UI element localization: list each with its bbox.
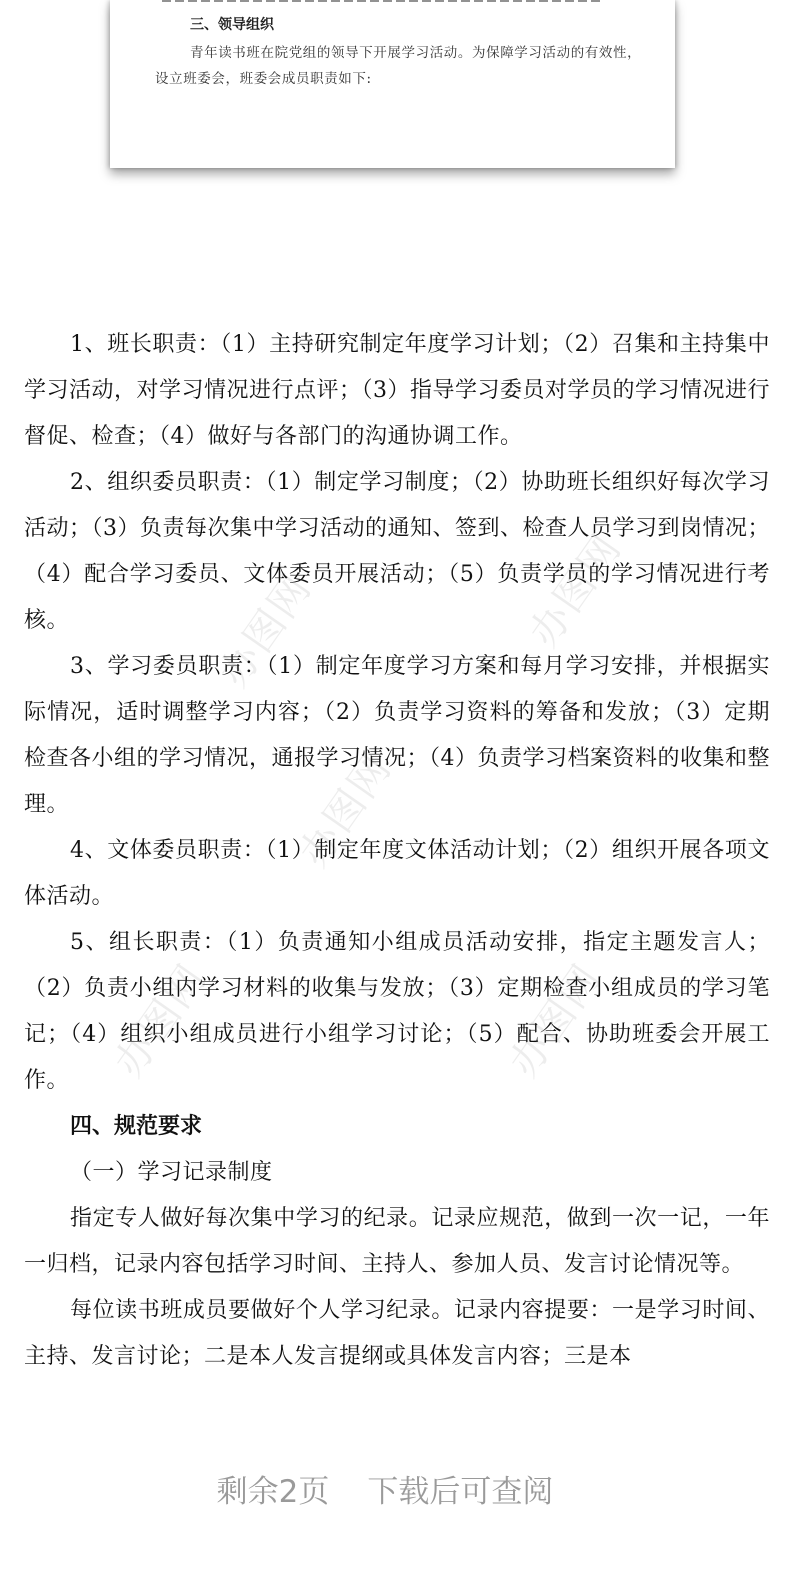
document-body bbox=[24, 322, 770, 1380]
watermark: 办图网 bbox=[500, 955, 611, 1086]
watermark: 办图网 bbox=[105, 955, 216, 1086]
watermark: 办图网 bbox=[520, 525, 631, 656]
download-to-view-label[interactable]: 下载后可查阅 bbox=[367, 1474, 554, 1510]
watermark: 办图网 bbox=[210, 565, 321, 696]
paragraph-personal-records: 每位读书班成员要做好个人学习纪录。记录内容提要：一是学习时间、主持、发言讨论；二是本人发言提纲或具体发言内容；三是本 bbox=[24, 1298, 770, 1369]
preview-heading: 三、领导组织 bbox=[190, 17, 274, 33]
paragraph-study-committee-duties: 3、学习委员职责：（1）制定年度学习方案和每月学习安排，并根据实际情况，适时调整学习内容；（2）负责学习资料的筹备和发放；（3）定期检查各小组的学习情况，通报学习情况；（4）负责学习档案资料的收集和整理。 bbox=[24, 654, 770, 817]
paragraph-record-rules: 指定专人做好每次集中学习的纪录。记录应规范，做到一次一记，一年一归档，记录内容包括学习时间、主持人、参加人员、发言讨论情况等。 bbox=[24, 1206, 770, 1277]
paragraph-monitor-duties: 1、班长职责：（1）主持研究制定年度学习计划；（2）召集和主持集中学习活动，对学习情况进行点评；（3）指导学习委员对学员的学习情况进行督促、检查；（4）做好与各部门的沟通协调工作。 bbox=[24, 332, 770, 449]
document-preview-card bbox=[110, 0, 675, 168]
preview-cutoff-text bbox=[162, 0, 602, 2]
preview-body: 青年读书班在院党组的领导下开展学习活动。为保障学习活动的有效性，设立班委会，班委会成员职责如下: bbox=[155, 45, 642, 87]
paragraph-group-leader-duties: 5、组长职责：（1）负责通知小组成员活动安排，指定主题发言人；（2）负责小组内学习材料的收集与发放；（3）定期检查小组成员的学习笔记；（4）组织小组成员进行小组学习讨论；（5）配合、协助班委会开展工作。 bbox=[24, 930, 770, 1093]
section-heading: 四、规范要求 bbox=[70, 1114, 203, 1139]
download-prompt[interactable] bbox=[0, 1466, 770, 1511]
remaining-pages-label: 剩余2页 bbox=[216, 1474, 330, 1510]
paragraph-culture-committee-duties: 4、文体委员职责：（1）制定年度文体活动计划；（2）组织开展各项文体活动。 bbox=[24, 838, 770, 909]
watermark: 办图网 bbox=[290, 745, 401, 876]
subsection-heading: （一）学习记录制度 bbox=[70, 1160, 273, 1185]
paragraph-organizer-duties: 2、组织委员职责：（1）制定学习制度；（2）协助班长组织好每次学习活动；（3）负责每次集中学习活动的通知、签到、检查人员学习到岗情况；（4）配合学习委员、文体委员开展活动；（5）负责学员的学习情况进行考核。 bbox=[24, 470, 770, 633]
